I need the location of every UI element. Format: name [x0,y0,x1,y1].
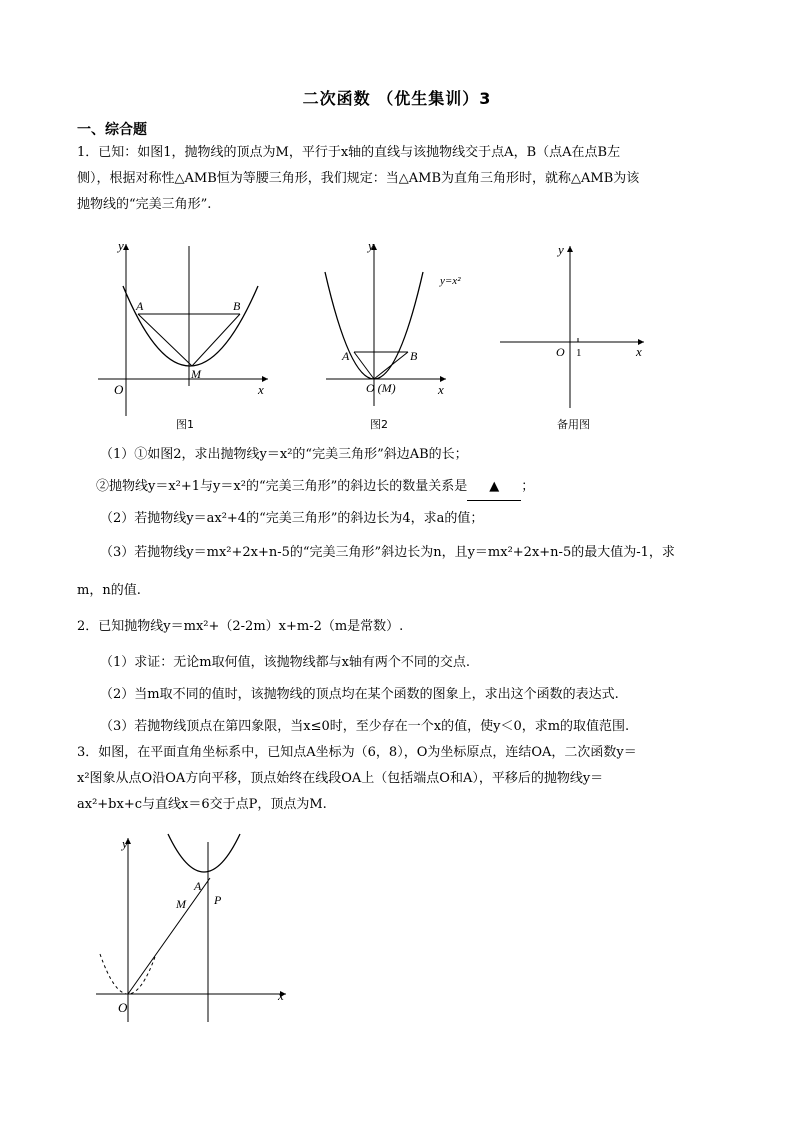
point-A-label: A [194,879,202,893]
q3-statement [77,740,717,818]
point-OM-label: O (M) [366,381,396,395]
figure-2-caption: 图2 [370,418,388,431]
point-M-label: M [176,897,186,911]
q1-sub3-line1: （3）若抛物线y＝mx²+2x+n-5的“完美三角形”斜边长为n，且y＝mx²+2x+n-5的最大值为-1，求 [100,545,675,560]
segment-AM [138,314,192,366]
q1-sub1b-text: ②抛物线y＝x²+1与y＝x²的“完美三角形”的斜边长的数量关系是 [96,479,468,494]
origin-label: O [118,1000,128,1015]
q2-statement: 2．已知抛物线y＝mx²+（2-2m）x+m-2（m是常数）. [77,619,404,634]
y-label: y [118,238,124,253]
y-label: y [122,836,128,851]
q2-sub1: （1）求证：无论m取何值，该抛物线都与x轴有两个不同的交点. [100,655,471,670]
translated-parabola [168,834,240,872]
q1-line1: 1．已知：如图1，抛物线的顶点为M，平行于x轴的直线与该抛物线交于点A，B（点A在点B左 [77,145,621,160]
segment-OA [128,878,210,994]
q3-line3: ax²+bx+c与直线x＝6交于点P，顶点为M. [77,797,327,812]
q3-line1: 3．如图，在平面直角坐标系中，已知点A坐标为（6，8），O为坐标原点，连结OA，二次函数y＝ [77,745,637,760]
q1-sub1a: （1）①如图2，求出抛物线y＝x²的“完美三角形”斜边AB的长； [100,447,468,462]
figure-1 [90,236,280,436]
answer-blank: ▲ [467,474,521,501]
q2-sub3: （3）若抛物线顶点在第四象限，当x≤0时，至少存在一个x的值，使y＜0，求m的取值范围. [100,719,630,734]
y-label: y [558,242,564,257]
origin-label: O [556,345,565,359]
q1-sub3-line2: m，n的值. [77,583,141,598]
x-label: x [636,344,642,359]
point-B-label: B [410,349,418,363]
figure-1-caption: 图1 [176,418,194,431]
figure-2 [316,236,476,436]
segment-BM [192,314,240,366]
tick-1-label: 1 [576,347,582,359]
origin-label: O [114,382,124,397]
y-label: y [368,238,374,253]
page-title: 二次函数 （优生集训）3 [302,89,492,108]
figure-3 [90,832,310,1032]
section-heading: 一、综合题 [77,122,147,138]
q1-line2: 侧），根据对称性△AMB恒为等腰三角形，我们规定：当△AMB为直角三角形时，就称△AMB为该 [77,171,640,186]
q2-sub2: （2）当m取不同的值时，该抛物线的顶点均在某个函数的图象上，求出这个函数的表达式. [100,687,619,702]
x-label: x [258,382,264,397]
point-P-label: P [214,893,222,907]
q1-line3: 抛物线的“完美三角形”. [77,197,212,212]
parabola [123,286,258,366]
q1-sub1b-end: ； [521,479,535,494]
segment-BO [374,352,408,379]
q1-statement [77,140,717,218]
x-label: x [278,988,284,1003]
point-M-label: M [191,367,201,381]
q1-sub2: （2）若抛物线y＝ax²+4的“完美三角形”的斜边长为4，求a的值； [100,511,484,526]
q1-sub1b [96,474,726,501]
curve-label: y=x² [440,275,461,287]
point-B-label: B [233,299,241,313]
q3-line2: x²图象从点O沿OA方向平移，顶点始终在线段OA上（包括端点O和A），平移后的抛物线y＝ [77,771,604,786]
figure-backup-caption: 备用图 [557,418,590,431]
figure-backup [496,236,656,436]
x-label: x [438,382,444,397]
point-A-label: A [136,299,144,313]
point-A-label: A [342,349,350,363]
